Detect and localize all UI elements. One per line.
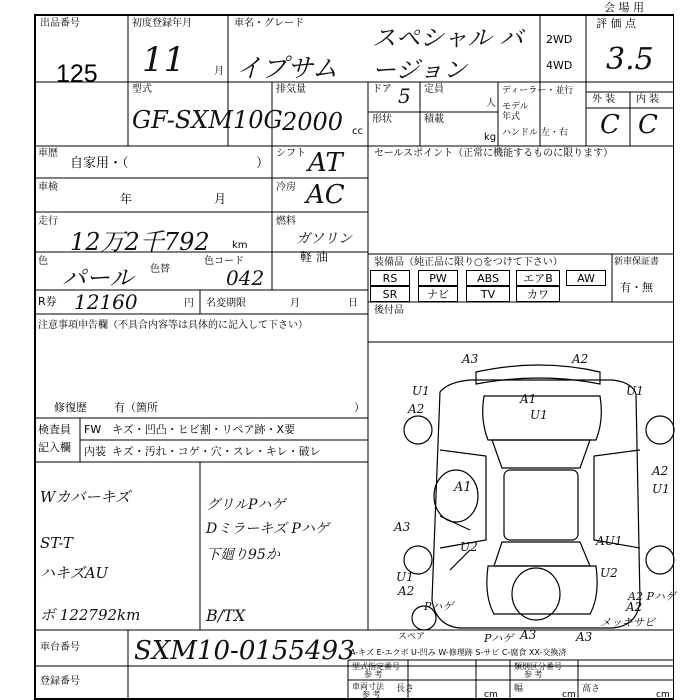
first-reg-year: 11	[142, 40, 186, 80]
dims-label: 車両寸法	[352, 682, 384, 691]
equip-abs: ABS	[466, 270, 510, 286]
inspect-year: 年	[120, 192, 133, 206]
car-grade: スペシャル バージョン	[372, 24, 524, 84]
diagram-mark-8: A1	[454, 480, 472, 495]
first-reg-label: 初度登録年月	[132, 18, 192, 29]
diagram-mark-1: A3	[462, 352, 479, 366]
note-right-3: 下廻り95か	[206, 547, 280, 563]
diagram-mark-11: A3	[394, 520, 411, 534]
width-unit: cm	[562, 690, 576, 700]
color-label: 色	[38, 256, 48, 267]
cc-label: 排気量	[276, 84, 306, 95]
mileage-label: 走行	[38, 216, 58, 227]
chassis-label: 車台番号	[40, 642, 80, 653]
fuel-label: 燃料	[276, 216, 296, 227]
name-grade-label: 車名・グレード	[234, 18, 304, 29]
ext-label: 外 装	[592, 94, 616, 105]
note-right-1: グリルPハゲ	[206, 497, 286, 513]
shape-label: 形状	[372, 114, 392, 125]
inspect-month: 月	[214, 192, 227, 206]
shift-value: AT	[308, 148, 343, 178]
diagram-mark-5: A2	[408, 402, 425, 416]
diagram-mark-20: A3	[520, 628, 537, 642]
int-check-label: 内装	[84, 445, 106, 458]
model-year-label: モデル年式	[502, 102, 529, 122]
repair-label: 修復歴	[54, 401, 87, 414]
color-value: パール	[62, 264, 134, 292]
recycle-yen: 円	[184, 298, 194, 309]
diagram-mark-19: Pハゲ	[424, 600, 454, 613]
equip-aw: AW	[566, 270, 606, 286]
diagram-mark-3: U1	[412, 384, 430, 398]
type-label: 型式指定番号	[352, 662, 400, 671]
sales-point-label: セールスポイント（正常に機能するものに限ります）	[374, 148, 614, 159]
diagram-mark-12: U2	[460, 540, 478, 554]
color-code-label: 色コード	[204, 256, 244, 267]
score-value: 3.5	[606, 42, 654, 77]
class-sub-label: 参 考	[524, 670, 543, 679]
height-unit: cm	[656, 690, 670, 700]
lot-label: 出品番号	[40, 18, 80, 29]
equip-pw: PW	[418, 270, 458, 286]
fuel-option: 軽 油	[300, 250, 328, 264]
drive-2wd: 2WD	[546, 33, 573, 46]
diagram-mark-9: A2	[652, 464, 669, 478]
diagram-mark-2: A2	[572, 352, 589, 366]
height-label: 高さ	[582, 684, 601, 694]
color-code-value: 042	[226, 266, 265, 290]
cc-value: 2000	[282, 108, 344, 136]
ac-value: AC	[306, 180, 345, 210]
chassis-number: SXM10-0155493	[134, 636, 355, 666]
diagram-mark-18: A2	[626, 600, 643, 614]
new-warranty-label: 新車保証書	[614, 257, 660, 267]
month-unit: 月	[214, 66, 224, 77]
recycle-label: R券	[38, 295, 57, 308]
diagram-mark-13: AU1	[596, 534, 623, 548]
warranty-options: 有・無	[620, 281, 653, 294]
drive-4wd: 4WD	[546, 59, 573, 72]
use-value: 自家用・（	[70, 156, 129, 171]
equip-rs: RS	[370, 270, 410, 286]
cc-unit: cc	[352, 126, 363, 137]
capacity-unit: 人	[486, 98, 496, 109]
diagram-mark-6: A1	[520, 392, 537, 406]
diagram-mark-4: U1	[626, 384, 644, 398]
inspector-label: 検査員	[38, 423, 71, 436]
note-line-3: ハキズAU	[40, 564, 109, 582]
diagram-mark-22: Pハゲ	[484, 632, 514, 645]
model-value: GF-SXM10G	[132, 106, 283, 134]
color-change-label: 色替	[150, 264, 170, 275]
diagram-mark-10: U1	[652, 482, 670, 496]
load-label: 積載	[424, 114, 444, 125]
class-label: 類別区分番号	[514, 662, 562, 671]
diagram-mark-16: U2	[600, 566, 618, 580]
registration-label: 登録番号	[40, 676, 80, 687]
name-change-label: 名変期限	[206, 298, 246, 309]
mileage-value: 12万2千792	[70, 228, 210, 256]
car-name: イプサム	[236, 54, 338, 84]
recycle-value: 12160	[74, 290, 138, 314]
inspect-label: 車検	[38, 182, 58, 193]
fw-items: キズ・凹凸・ヒビ割・リペア跡・X要	[112, 423, 296, 436]
doors-label: ドア	[372, 84, 392, 95]
shift-label: シフト	[276, 148, 306, 159]
int-check-items: キズ・汚れ・コゲ・穴・スレ・キレ・破レ	[112, 445, 321, 458]
diagram-mark-23: メッキサビ	[600, 616, 655, 629]
name-change-day: 日	[348, 298, 358, 309]
spare-label: スペア	[398, 632, 426, 642]
int-label: 内 装	[636, 94, 660, 105]
note-line-4: ボ 122792km	[40, 606, 141, 624]
repair-value: 有（箇所	[114, 401, 158, 414]
diagram-mark-14: U1	[396, 570, 414, 584]
km-unit: km	[232, 240, 248, 251]
doors-value: 5	[398, 84, 411, 108]
use-label: 車歴	[38, 148, 58, 159]
length-unit: cm	[484, 690, 498, 700]
equip-leather: カワ	[516, 286, 560, 302]
diagram-mark-7: U1	[530, 408, 548, 422]
note-right-4: B/TX	[206, 606, 246, 625]
equip-sr: SR	[370, 286, 410, 302]
diagram-mark-21: A3	[576, 630, 593, 644]
equipment-label: 装備品（純正品に限り○をつけて下さい）	[374, 257, 563, 268]
int-grade: C	[638, 110, 658, 140]
equip-tv: TV	[466, 286, 510, 302]
ac-label: 冷房	[276, 182, 296, 193]
diagram-mark-17: A2 Pハゲ	[628, 590, 676, 603]
diagram-mark-15: A2	[398, 584, 415, 598]
lot-number: 125	[56, 60, 98, 88]
name-change-month: 月	[290, 298, 300, 309]
note-right-2: Dミラーキズ Pハゲ	[206, 521, 329, 537]
equip-airbag: エアB	[516, 270, 560, 286]
capacity-label: 定員	[424, 84, 444, 95]
use-close: ）	[256, 156, 270, 171]
note-line-2: ST-T	[40, 534, 73, 552]
fuel-value: ガソリン	[296, 231, 352, 247]
notes-label: 注意事項申告欄（不具合内容等は具体的に記入して下さい）	[38, 320, 308, 331]
repair-close: ）	[354, 401, 365, 414]
ext-grade: C	[600, 110, 620, 140]
after-parts-label: 後付品	[374, 305, 404, 316]
model-label: 型式	[132, 84, 152, 95]
type-sub-label: 参 考	[364, 670, 383, 679]
inspector-sub-label: 記入欄	[38, 441, 71, 454]
damage-legend: A-キズ E-エクボ U-凹み W-修理跡 S-サビ C-腐食 XX-交換済	[350, 648, 567, 657]
note-line-1: Wカバーキズ	[40, 488, 131, 506]
width-label: 幅	[514, 684, 524, 694]
venue-label: 会 場 用	[604, 1, 644, 14]
score-label: 評 価 点	[596, 17, 636, 30]
load-unit: kg	[484, 132, 497, 143]
length-label: 長さ	[396, 684, 415, 694]
handle-label: ハンドル 左・右	[502, 128, 568, 138]
equip-navi: ナビ	[418, 286, 458, 302]
dealer-label: ディーラー・並行	[502, 86, 574, 96]
dims-sub-label: 参 考	[362, 690, 381, 699]
fw-label: FW	[84, 423, 102, 436]
